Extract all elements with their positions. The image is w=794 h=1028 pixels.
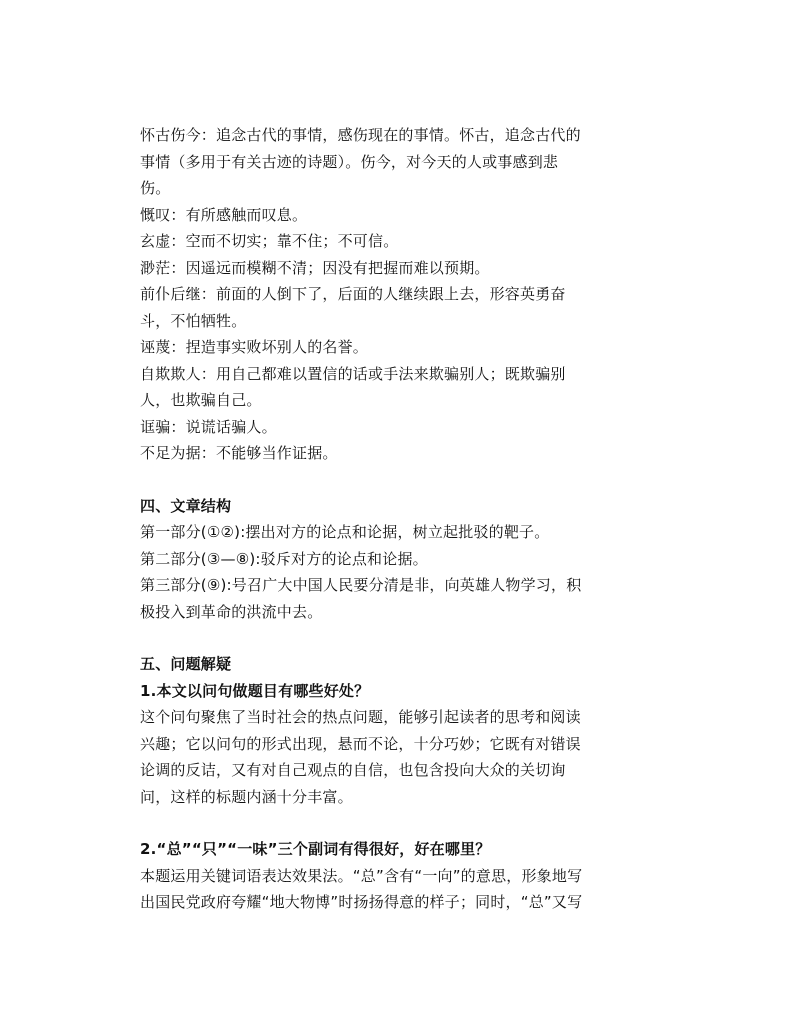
vocab-line: 渺茫：因遥远而模糊不清；因没有把握而难以预期。 [140,258,490,277]
section-gap [140,467,660,493]
answer-2-line: 出国民党政府夸耀“地大物博”时扬扬得意的样子；同时，“总”又写 [140,893,583,911]
structure-part-3: 第三部分(⑨):号召广大中国人民要分清是非，向英雄人物学习，积 [140,576,582,594]
answer-1-line: 这个问句聚焦了当时社会的热点问题，能够引起读者的思考和阅读 [140,708,581,726]
vocab-line: 自欺欺人：用自己都难以置信的话或手法来欺骗别人；既欺骗别 [140,364,566,383]
vocab-line: 前仆后继：前面的人倒下了，后面的人继续跟上去，形容英勇奋 [140,285,566,303]
vocab-line: 事情（多用于有关古迹的诗题）。伤今，对今天的人或事感到悲 [140,152,559,171]
question-1: 1.本文以问句做题目有哪些好处？ [140,681,370,700]
structure-part-3-cont: 极投入到革命的洪流中去。 [140,602,323,621]
structure-part-1: 第一部分(①②):摆出对方的论点和论据，树立起批驳的靶子。 [140,523,550,541]
vocab-line: 人，也欺骗自己。 [140,391,262,409]
answer-2-line: 本题运用关键词语表达效果法。“总”含有“一向”的意思，形象地写 [140,866,583,885]
vocab-line: 伤。 [140,179,171,197]
vocab-line: 不足为据：不能够当作证据。 [140,444,338,462]
section-gap [140,625,660,651]
question-2: 2.“总”“只”“一味”三个副词有得很好，好在哪里？ [140,840,491,858]
structure-part-2: 第二部分(③—⑧):驳斥对方的论点和论据。 [140,549,428,568]
section-gap [140,810,660,836]
vocab-line: 斗，不怕牺牲。 [140,311,247,330]
document-page [140,122,660,916]
answer-1-line: 兴趣；它以问句的形式出现，悬而不论，十分巧妙；它既有对错误 [140,734,581,753]
vocab-line: 诓骗：说谎话骗人。 [140,417,277,436]
answer-1-line: 论调的反诘，又有对自己观点的自信，也包含投向大众的关切询 [140,761,566,779]
vocab-line: 慨叹：有所感触而叹息。 [140,205,308,224]
vocab-line: 诬蔑：捏造事实败坏别人的名誉。 [140,338,369,356]
section-heading-qa: 五、问题解疑 [140,655,232,673]
vocab-line: 怀古伤今：追念古代的事情，感伤现在的事情。怀古，追念古代的 [140,126,581,144]
answer-1-line: 问，这样的标题内涵十分丰富。 [140,787,353,806]
vocab-line: 玄虚：空而不切实；靠不住；不可信。 [140,232,399,250]
section-heading-structure: 四、文章结构 [140,496,232,515]
